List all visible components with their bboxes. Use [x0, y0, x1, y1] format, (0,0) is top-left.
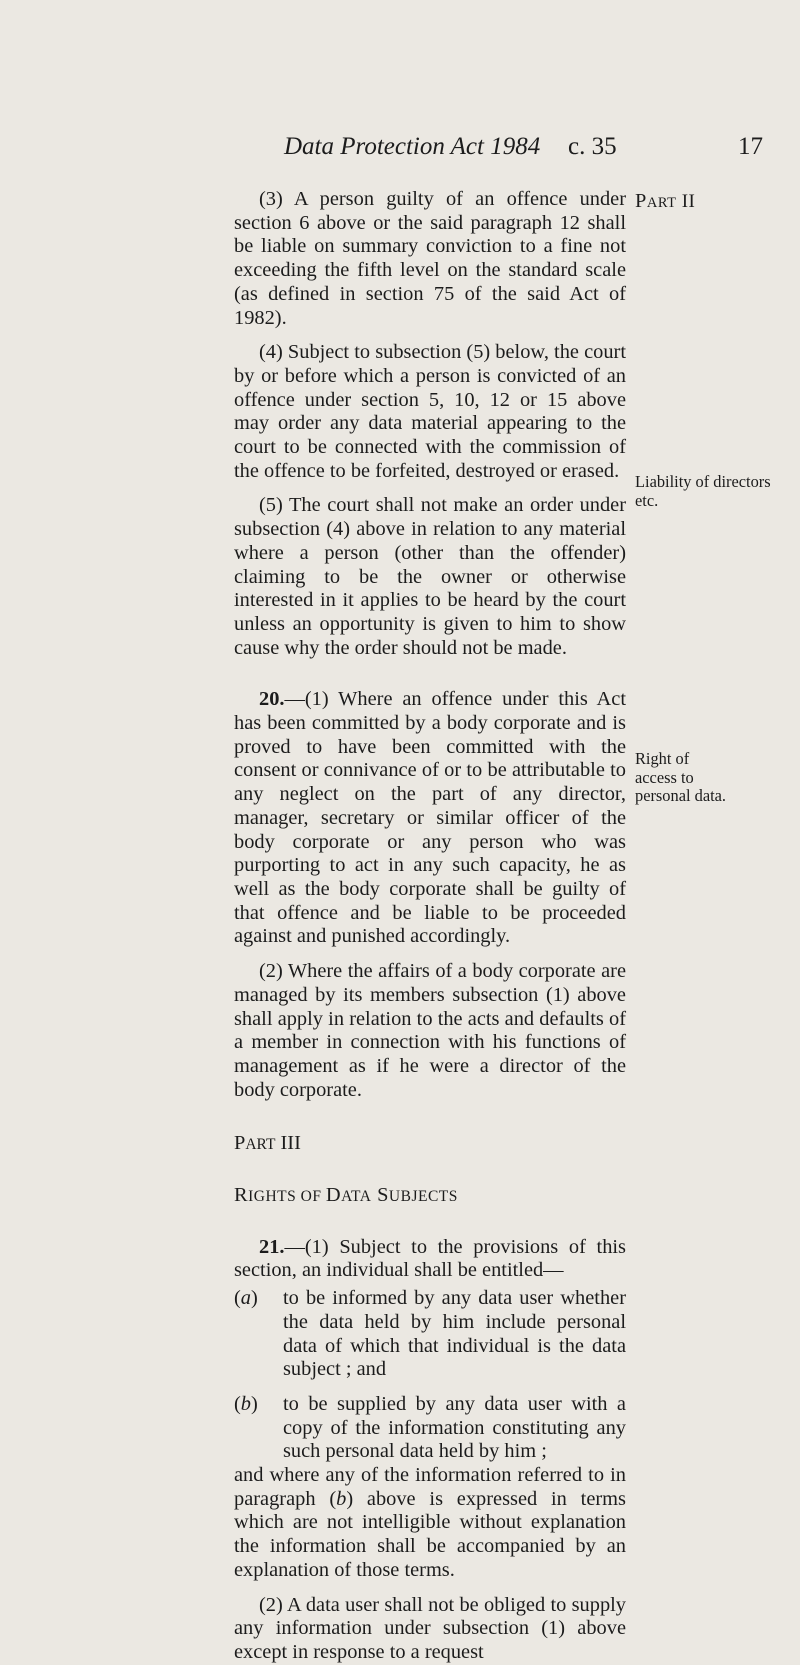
- body-text: [234, 188, 626, 1665]
- subsection-20-2: (2) Where the affairs of a body corporate are managed by its members subsection (1) above shall apply in relation to the acts and defaults of a member in connection with his functions of management as if he were a director of the body corporate.: [234, 960, 626, 1101]
- margin-note-liability: Liability of directors etc.: [635, 472, 771, 510]
- rights-heading-w1-rest: IGHTS: [248, 1188, 297, 1206]
- rights-heading: [234, 1184, 626, 1209]
- paragraph-a-label: (a): [234, 1287, 258, 1310]
- section-20-1-text: —(1) Where an offence under this Act has been committed by a body corporate and is proved to have been committed with the consent or connivance of or to be attributable to any neglect on the part of any director, manager, secretary or similar officer of the body corporate or any person who was purporting to act in any such capacity, he as well as the body corporate shall be guilty of that offence and be liable to be proceeded against and punished accordingly.: [234, 688, 626, 948]
- running-head-chapter: c. 35: [568, 133, 617, 160]
- paragraph-a-letter: a: [240, 1287, 251, 1310]
- margin-part-cap: P: [635, 190, 647, 212]
- part-heading: [234, 1132, 626, 1157]
- part-heading-cap: P: [234, 1132, 246, 1155]
- paragraph-b-letter: b: [240, 1392, 251, 1415]
- section-21-tail-part-1: and where any of the information referred to in paragraph (: [234, 1464, 626, 1510]
- margin-note-part: [635, 192, 785, 213]
- margin-part-rest: ART: [646, 195, 677, 211]
- section-20-number: 20.: [259, 688, 285, 711]
- rights-heading-w1-cap: R: [234, 1184, 249, 1207]
- paragraph-b-label: (b): [234, 1392, 258, 1415]
- rights-heading-w4-cap: S: [371, 1184, 389, 1207]
- margin-part-num: II: [676, 191, 696, 212]
- margin-access-line-3: personal data.: [635, 786, 727, 805]
- margin-access-line-2: access to: [635, 767, 694, 787]
- section-21-1-text: —(1) Subject to the provisions of this section, an individual shall be entitled—: [234, 1235, 626, 1282]
- margin-access-line-1: Right of: [635, 749, 690, 768]
- section-20-1: [234, 688, 626, 949]
- page-number: 17: [738, 133, 763, 160]
- subsection-19-4: (4) Subject to subsection (5) below, the court by or before which a person is convicted of an offence under section 5, 10, 12 or 15 above may order any data material appearing to the court to be connected with the commission of the offence to be forfeited, destroyed or erased.: [234, 341, 626, 482]
- subsection-19-3: (3) A person guilty of an offence under section 6 above or the said paragraph 12 shall be liable on summary conviction to a fine not exceeding the fifth level on the standard scale (as defined in section 75 of the said Act of 1982).: [234, 188, 626, 329]
- section-21-number: 21.: [259, 1235, 285, 1258]
- paragraph-b: [234, 1393, 626, 1464]
- section-21-1-tail: [234, 1464, 626, 1583]
- rights-heading-w3-rest: ATA: [341, 1188, 372, 1206]
- section-21-tail-letter: b: [336, 1487, 347, 1510]
- subsection-21-2: (2) A data user shall not be obliged to supply any information under subsection (1) above except in response to a request: [234, 1593, 626, 1663]
- rights-heading-w2: OF: [296, 1188, 326, 1206]
- running-head-title: Data Protection Act 1984: [284, 133, 541, 160]
- paragraph-a-text: to be informed by any data user whether the data held by him include personal data of which that individual is the data subject ; and: [283, 1287, 626, 1381]
- rights-heading-w4-rest: UBJECTS: [388, 1188, 458, 1206]
- paragraph-a: [234, 1287, 626, 1382]
- subsection-19-5: (5) The court shall not make an order under subsection (4) above in relation to any material where a person (other than the offender) claiming to be the owner or otherwise interested in it applies to be heard by the court unless an opportunity is given to him to show cause why the order should not be made.: [234, 494, 626, 659]
- rights-heading-w3-cap: D: [325, 1184, 342, 1207]
- section-21-1: [234, 1236, 626, 1283]
- part-heading-rest: ART: [245, 1136, 276, 1154]
- section-21-tail-part-2: ) above is expressed in terms which are not intelligible without explanation the information shall be accompanied by an explanation of those terms.: [234, 1487, 626, 1581]
- part-heading-num: III: [275, 1132, 301, 1155]
- margin-note-access: [635, 750, 785, 806]
- paragraph-b-text: to be supplied by any data user with a copy of the information constituting any such personal data held by him ;: [283, 1392, 626, 1463]
